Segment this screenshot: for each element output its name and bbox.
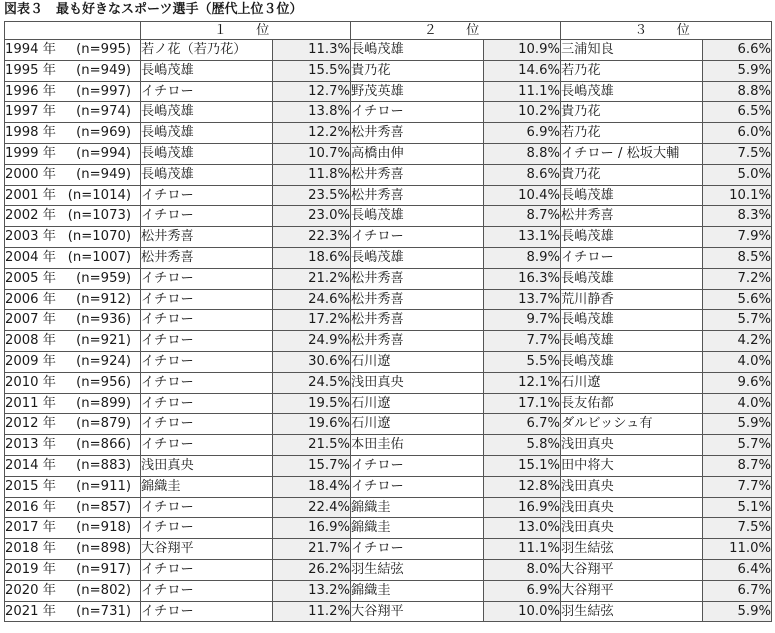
rank2-percent: 6.9% [484, 123, 561, 144]
rank1-athlete: 松井秀喜 [141, 227, 273, 248]
rank1-percent: 13.8% [273, 102, 351, 123]
rank1-percent: 19.5% [273, 393, 351, 414]
year-label: 2018 年 [5, 541, 56, 557]
rank1-percent: 15.7% [273, 455, 351, 476]
rank2-percent: 16.9% [484, 497, 561, 518]
rank1-percent: 23.5% [273, 185, 351, 206]
rank2-percent: 10.0% [484, 601, 561, 622]
year-label: 2012 年 [5, 416, 56, 432]
rank2-athlete: イチロー [351, 539, 484, 560]
rank2-athlete: 野茂英雄 [351, 81, 484, 102]
rank2-athlete: 錦織圭 [351, 497, 484, 518]
rank2-athlete: イチロー [351, 476, 484, 497]
rank3-percent: 5.1% [703, 497, 772, 518]
sample-size: (n=731) [76, 603, 131, 619]
year-label: 2014 年 [5, 457, 56, 473]
year-label: 2013 年 [5, 437, 56, 453]
rank3-athlete: 田中将大 [561, 455, 703, 476]
year-cell [5, 455, 141, 476]
header-rank-3: ３ 位 [561, 22, 772, 40]
rank1-athlete: イチロー [141, 351, 273, 372]
rank2-percent: 8.9% [484, 247, 561, 268]
year-label: 2006 年 [5, 291, 56, 307]
rank2-percent: 13.7% [484, 289, 561, 310]
rank1-athlete: イチロー [141, 289, 273, 310]
year-cell [5, 539, 141, 560]
rank1-percent: 10.7% [273, 143, 351, 164]
rank3-percent: 5.9% [703, 601, 772, 622]
sample-size: (n=1014) [67, 187, 131, 203]
year-label: 2011 年 [5, 395, 56, 411]
table-row [5, 247, 772, 268]
table-row [5, 331, 772, 352]
rank1-athlete: イチロー [141, 518, 273, 539]
rank3-athlete: 長嶋茂雄 [561, 351, 703, 372]
rank3-percent: 5.7% [703, 310, 772, 331]
table-row [5, 206, 772, 227]
sample-size: (n=802) [76, 582, 131, 598]
table-row [5, 435, 772, 456]
rank3-percent: 8.8% [703, 81, 772, 102]
rank3-athlete: 長嶋茂雄 [561, 185, 703, 206]
rank2-athlete: 長嶋茂雄 [351, 247, 484, 268]
rank3-percent: 4.0% [703, 393, 772, 414]
rank2-percent: 13.0% [484, 518, 561, 539]
rank2-athlete: 松井秀喜 [351, 123, 484, 144]
rank1-percent: 23.0% [273, 206, 351, 227]
rank3-percent: 5.9% [703, 60, 772, 81]
rank3-athlete: 長嶋茂雄 [561, 227, 703, 248]
rank2-percent: 10.2% [484, 102, 561, 123]
rank3-athlete: 大谷翔平 [561, 559, 703, 580]
table-row [5, 393, 772, 414]
rank1-athlete: 錦織圭 [141, 476, 273, 497]
rank2-athlete: 羽生結弦 [351, 559, 484, 580]
sample-size: (n=949) [76, 166, 131, 182]
year-cell [5, 40, 141, 61]
rank3-percent: 11.0% [703, 539, 772, 560]
rank1-athlete: 長嶋茂雄 [141, 164, 273, 185]
table-row [5, 539, 772, 560]
rank2-percent: 12.1% [484, 372, 561, 393]
rank2-athlete: 錦織圭 [351, 518, 484, 539]
rank3-athlete: 羽生結弦 [561, 539, 703, 560]
sample-size: (n=949) [76, 62, 131, 78]
year-label: 2019 年 [5, 561, 56, 577]
rank3-athlete: ダルビッシュ有 [561, 414, 703, 435]
rank2-athlete: 高橋由伸 [351, 143, 484, 164]
rank2-percent: 6.9% [484, 580, 561, 601]
rank1-percent: 26.2% [273, 559, 351, 580]
rank1-percent: 19.6% [273, 414, 351, 435]
sample-size: (n=1070) [67, 229, 131, 245]
rank2-percent: 8.6% [484, 164, 561, 185]
table-row [5, 289, 772, 310]
rank2-percent: 10.4% [484, 185, 561, 206]
rank3-percent: 8.3% [703, 206, 772, 227]
sample-size: (n=1007) [67, 249, 131, 265]
rank1-percent: 15.5% [273, 60, 351, 81]
sample-size: (n=917) [76, 561, 131, 577]
rank2-percent: 13.1% [484, 227, 561, 248]
year-cell [5, 393, 141, 414]
year-label: 2020 年 [5, 582, 56, 598]
sample-size: (n=879) [76, 416, 131, 432]
rank1-athlete: 松井秀喜 [141, 247, 273, 268]
rank3-percent: 5.7% [703, 435, 772, 456]
rank1-athlete: イチロー [141, 601, 273, 622]
rank2-athlete: イチロー [351, 227, 484, 248]
rank3-athlete: 長嶋茂雄 [561, 268, 703, 289]
year-cell [5, 518, 141, 539]
rank2-percent: 7.7% [484, 331, 561, 352]
rank3-athlete: 若乃花 [561, 60, 703, 81]
rank2-percent: 9.7% [484, 310, 561, 331]
rank1-athlete: 長嶋茂雄 [141, 143, 273, 164]
rank2-athlete: 松井秀喜 [351, 185, 484, 206]
table-row [5, 414, 772, 435]
year-label: 2009 年 [5, 353, 56, 369]
rank2-athlete: 錦織圭 [351, 580, 484, 601]
year-cell [5, 601, 141, 622]
table-row [5, 559, 772, 580]
year-label: 1995 年 [5, 62, 56, 78]
sample-size: (n=857) [76, 499, 131, 515]
rank3-percent: 8.5% [703, 247, 772, 268]
table-row [5, 185, 772, 206]
rank2-percent: 8.8% [484, 143, 561, 164]
year-label: 2001 年 [5, 187, 56, 203]
rank2-percent: 14.6% [484, 60, 561, 81]
year-cell [5, 81, 141, 102]
rank2-athlete: 長嶋茂雄 [351, 206, 484, 227]
rank3-percent: 5.0% [703, 164, 772, 185]
year-label: 2008 年 [5, 333, 56, 349]
header-rank-1: １ 位 [141, 22, 351, 40]
table-row [5, 580, 772, 601]
rank3-percent: 8.7% [703, 455, 772, 476]
year-label: 2010 年 [5, 374, 56, 390]
rank1-percent: 11.8% [273, 164, 351, 185]
table-row [5, 268, 772, 289]
rank3-percent: 7.2% [703, 268, 772, 289]
rank1-athlete: イチロー [141, 559, 273, 580]
year-label: 1994 年 [5, 42, 56, 57]
year-cell [5, 580, 141, 601]
sample-size: (n=918) [76, 520, 131, 536]
rank3-athlete: 荒川静香 [561, 289, 703, 310]
year-cell [5, 331, 141, 352]
rank1-athlete: イチロー [141, 497, 273, 518]
table-row [5, 102, 772, 123]
year-cell [5, 102, 141, 123]
rank1-percent: 18.6% [273, 247, 351, 268]
sample-size: (n=1073) [67, 208, 131, 224]
sample-size: (n=974) [76, 104, 131, 120]
rank2-athlete: 大谷翔平 [351, 601, 484, 622]
year-label: 2004 年 [5, 249, 56, 265]
rank1-percent: 22.3% [273, 227, 351, 248]
rank1-percent: 21.7% [273, 539, 351, 560]
rank3-athlete: 貴乃花 [561, 102, 703, 123]
rank2-athlete: 石川遼 [351, 414, 484, 435]
rank3-athlete: イチロー [561, 247, 703, 268]
rank2-percent: 16.3% [484, 268, 561, 289]
year-label: 1999 年 [5, 145, 56, 161]
rank2-percent: 11.1% [484, 539, 561, 560]
rank3-percent: 9.6% [703, 372, 772, 393]
rank2-athlete: 浅田真央 [351, 372, 484, 393]
rank1-percent: 17.2% [273, 310, 351, 331]
rank1-percent: 21.2% [273, 268, 351, 289]
rank2-percent: 8.7% [484, 206, 561, 227]
rank1-percent: 24.6% [273, 289, 351, 310]
rank3-athlete: イチロー / 松坂大輔 [561, 143, 703, 164]
rank1-percent: 12.2% [273, 123, 351, 144]
rank3-athlete: 浅田真央 [561, 476, 703, 497]
rank3-percent: 5.6% [703, 289, 772, 310]
sample-size: (n=866) [76, 437, 131, 453]
rank3-percent: 6.5% [703, 102, 772, 123]
ranking-table [4, 21, 772, 622]
rank3-athlete: 貴乃花 [561, 164, 703, 185]
rank3-percent: 6.7% [703, 580, 772, 601]
sample-size: (n=956) [76, 374, 131, 390]
rank3-athlete: 長友佑都 [561, 393, 703, 414]
year-cell [5, 123, 141, 144]
year-cell [5, 310, 141, 331]
rank3-athlete: 大谷翔平 [561, 580, 703, 601]
rank1-athlete: イチロー [141, 580, 273, 601]
rank3-athlete: 羽生結弦 [561, 601, 703, 622]
rank2-athlete: 貴乃花 [351, 60, 484, 81]
rank2-athlete: 松井秀喜 [351, 268, 484, 289]
year-cell [5, 414, 141, 435]
year-label: 2000 年 [5, 166, 56, 182]
rank1-percent: 16.9% [273, 518, 351, 539]
rank2-athlete: 松井秀喜 [351, 310, 484, 331]
rank1-athlete: イチロー [141, 331, 273, 352]
table-title: 図表３ 最も好きなスポーツ選手（歴代上位３位） [4, 2, 303, 17]
header-row [5, 22, 772, 40]
rank2-athlete: 松井秀喜 [351, 331, 484, 352]
rank3-athlete: 長嶋茂雄 [561, 331, 703, 352]
rank2-athlete: 本田圭佑 [351, 435, 484, 456]
year-cell [5, 435, 141, 456]
rank1-athlete: イチロー [141, 310, 273, 331]
table-row [5, 497, 772, 518]
rank3-athlete: 石川遼 [561, 372, 703, 393]
sample-size: (n=959) [76, 270, 131, 286]
sample-size: (n=936) [76, 312, 131, 328]
rank3-percent: 7.5% [703, 518, 772, 539]
rank2-athlete: 石川遼 [351, 393, 484, 414]
rank3-athlete: 長嶋茂雄 [561, 81, 703, 102]
rank1-percent: 24.9% [273, 331, 351, 352]
year-cell [5, 372, 141, 393]
rank3-percent: 5.9% [703, 414, 772, 435]
year-cell [5, 206, 141, 227]
rank2-percent: 5.8% [484, 435, 561, 456]
year-cell [5, 227, 141, 248]
year-label: 1997 年 [5, 104, 56, 120]
rank1-percent: 22.4% [273, 497, 351, 518]
rank1-percent: 13.2% [273, 580, 351, 601]
sample-size: (n=898) [76, 541, 131, 557]
header-rank-2: ２ 位 [351, 22, 561, 40]
sample-size: (n=994) [76, 145, 131, 161]
rank2-athlete: 松井秀喜 [351, 289, 484, 310]
rank1-athlete: 大谷翔平 [141, 539, 273, 560]
rank2-athlete: 石川遼 [351, 351, 484, 372]
rank3-percent: 4.0% [703, 351, 772, 372]
rank2-percent: 15.1% [484, 455, 561, 476]
year-label: 2017 年 [5, 520, 56, 536]
rank2-percent: 12.8% [484, 476, 561, 497]
rank1-athlete: イチロー [141, 372, 273, 393]
rank3-athlete: 三浦知良 [561, 40, 703, 61]
year-cell [5, 185, 141, 206]
rank2-athlete: イチロー [351, 102, 484, 123]
rank3-percent: 4.2% [703, 331, 772, 352]
table-row [5, 40, 772, 61]
table-row [5, 372, 772, 393]
sample-size: (n=924) [76, 353, 131, 369]
year-label: 2003 年 [5, 229, 56, 245]
table-row [5, 227, 772, 248]
sample-size: (n=899) [76, 395, 131, 411]
rank1-percent: 18.4% [273, 476, 351, 497]
rank2-percent: 8.0% [484, 559, 561, 580]
rank3-athlete: 松井秀喜 [561, 206, 703, 227]
sample-size: (n=911) [76, 478, 131, 494]
year-label: 2002 年 [5, 208, 56, 224]
year-label: 2007 年 [5, 312, 56, 328]
header-blank [5, 22, 141, 40]
rank2-percent: 6.7% [484, 414, 561, 435]
rank1-percent: 12.7% [273, 81, 351, 102]
year-label: 2015 年 [5, 478, 56, 494]
year-cell [5, 497, 141, 518]
rank3-percent: 7.7% [703, 476, 772, 497]
rank2-athlete: 長嶋茂雄 [351, 40, 484, 61]
rank1-athlete: イチロー [141, 393, 273, 414]
rank3-athlete: 浅田真央 [561, 497, 703, 518]
year-label: 2016 年 [5, 499, 56, 515]
rank1-percent: 11.3% [273, 40, 351, 61]
rank1-athlete: 長嶋茂雄 [141, 102, 273, 123]
year-label: 1996 年 [5, 83, 56, 99]
year-cell [5, 143, 141, 164]
rank3-athlete: 浅田真央 [561, 435, 703, 456]
rank2-athlete: イチロー [351, 455, 484, 476]
year-cell [5, 60, 141, 81]
year-cell [5, 268, 141, 289]
sample-size: (n=883) [76, 457, 131, 473]
rank2-percent: 5.5% [484, 351, 561, 372]
year-cell [5, 247, 141, 268]
table-row [5, 518, 772, 539]
rank1-athlete: イチロー [141, 414, 273, 435]
rank1-athlete: イチロー [141, 81, 273, 102]
year-cell [5, 476, 141, 497]
rank1-percent: 21.5% [273, 435, 351, 456]
table-row [5, 164, 772, 185]
sample-size: (n=921) [76, 333, 131, 349]
table-row [5, 143, 772, 164]
rank1-athlete: イチロー [141, 435, 273, 456]
rank3-percent: 6.6% [703, 40, 772, 61]
rank1-athlete: イチロー [141, 185, 273, 206]
rank2-percent: 11.1% [484, 81, 561, 102]
year-cell [5, 164, 141, 185]
table-body [5, 40, 772, 622]
rank1-athlete: 長嶋茂雄 [141, 123, 273, 144]
table-row [5, 455, 772, 476]
rank1-athlete: イチロー [141, 268, 273, 289]
table-row [5, 81, 772, 102]
rank2-percent: 17.1% [484, 393, 561, 414]
table-row [5, 123, 772, 144]
rank2-percent: 10.9% [484, 40, 561, 61]
rank1-athlete: 浅田真央 [141, 455, 273, 476]
table-row [5, 476, 772, 497]
table-row [5, 601, 772, 622]
rank3-athlete: 若乃花 [561, 123, 703, 144]
sample-size: (n=995) [76, 42, 131, 57]
rank3-percent: 7.5% [703, 143, 772, 164]
sample-size: (n=997) [76, 83, 131, 99]
rank3-athlete: 浅田真央 [561, 518, 703, 539]
year-cell [5, 559, 141, 580]
year-label: 1998 年 [5, 125, 56, 141]
rank1-percent: 11.2% [273, 601, 351, 622]
year-label: 2021 年 [5, 603, 56, 619]
table-row [5, 310, 772, 331]
sample-size: (n=912) [76, 291, 131, 307]
rank3-percent: 7.9% [703, 227, 772, 248]
rank3-percent: 10.1% [703, 185, 772, 206]
year-label: 2005 年 [5, 270, 56, 286]
table-row [5, 60, 772, 81]
rank1-percent: 24.5% [273, 372, 351, 393]
rank3-percent: 6.0% [703, 123, 772, 144]
rank3-athlete: 長嶋茂雄 [561, 310, 703, 331]
year-cell [5, 289, 141, 310]
rank3-percent: 6.4% [703, 559, 772, 580]
rank1-athlete: 若ノ花（若乃花） [141, 40, 273, 61]
year-cell [5, 351, 141, 372]
rank2-athlete: 松井秀喜 [351, 164, 484, 185]
rank1-percent: 30.6% [273, 351, 351, 372]
rank1-athlete: イチロー [141, 206, 273, 227]
table-row [5, 351, 772, 372]
rank1-athlete: 長嶋茂雄 [141, 60, 273, 81]
sample-size: (n=969) [76, 125, 131, 141]
